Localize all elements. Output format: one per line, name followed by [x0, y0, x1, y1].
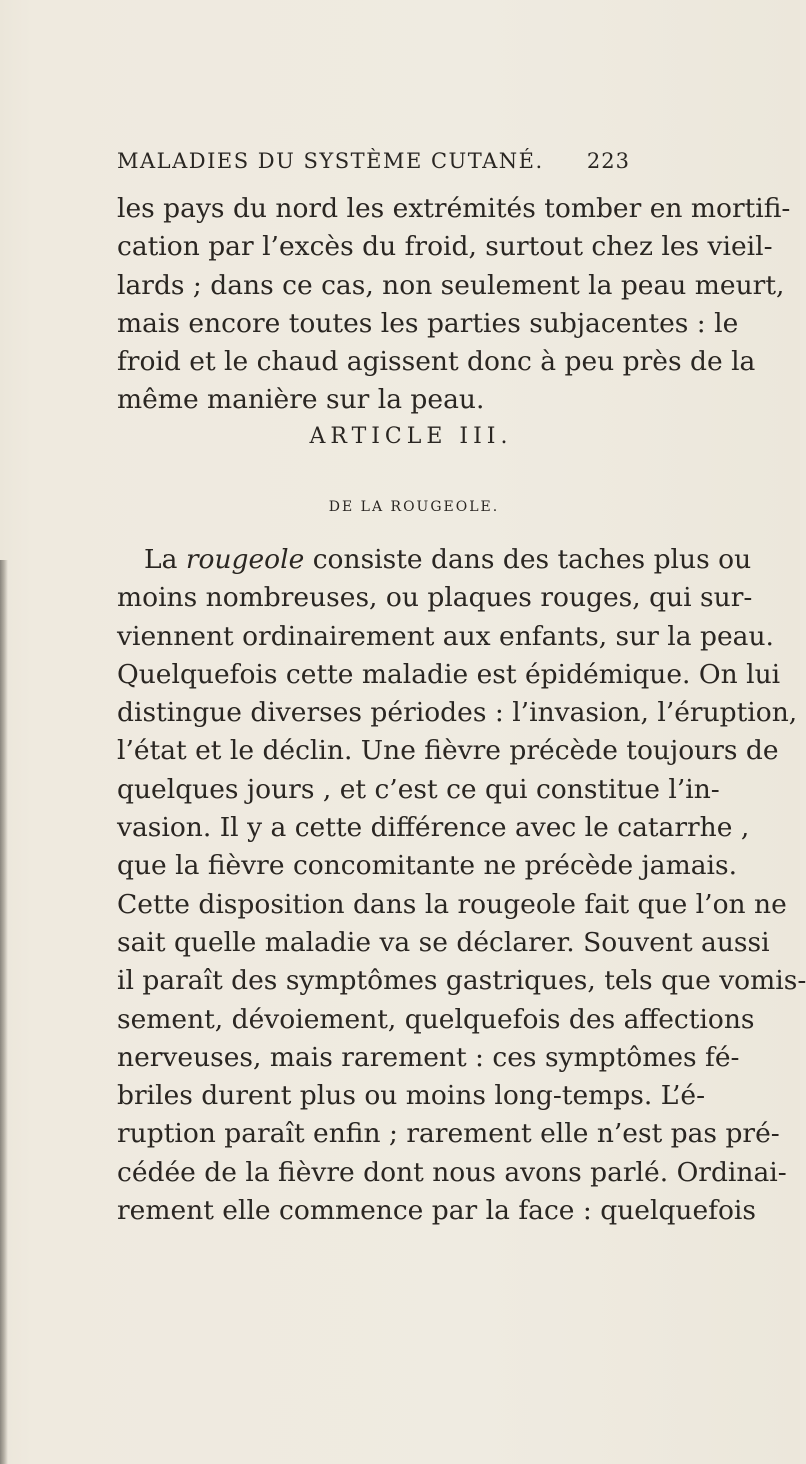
- text-line: Quelquefois cette maladie est épidémique. On lui: [117, 658, 781, 690]
- text-line: briles durent plus ou moins long-temps. L’é-: [117, 1080, 706, 1112]
- text-line: que la fièvre concomitante ne précède jamais.: [117, 850, 737, 882]
- text-line: les pays du nord les extrémités tomber en mortifi-: [117, 193, 791, 224]
- paragraph-rougeole: [117, 541, 806, 1230]
- text-line: moins nombreuses, ou plaques rouges, qui sur-: [117, 582, 753, 614]
- text-line: même manière sur la peau.: [117, 384, 485, 416]
- page-number: 223: [586, 149, 630, 173]
- text-line: rement elle commence par la face : quelquefois: [117, 1195, 756, 1227]
- text-line: nerveuses, mais rarement : ces symptômes fé-: [117, 1041, 740, 1073]
- text-line: viennent ordinairement aux enfants, sur la peau.: [117, 620, 774, 652]
- running-head-title: MALADIES DU SYSTÈME CUTANÉ.: [117, 149, 544, 173]
- text-line: il paraît des symptômes gastriques, tels que vomis-: [117, 965, 806, 997]
- line-rest: consiste dans des taches plus ou: [304, 544, 752, 575]
- text-line: Cette disposition dans la rougeole fait que l’on ne: [117, 888, 787, 920]
- text-line: vasion. Il y a cette différence avec le catarrhe ,: [117, 812, 750, 844]
- text-line: cation par l’excès du froid, surtout chez les vieil-: [117, 231, 773, 263]
- text-line: distingue diverses périodes : l’invasion, l’éruption,: [117, 697, 798, 729]
- paragraph-continued: [117, 190, 791, 420]
- line-lead: La: [144, 544, 186, 575]
- text-line: sement, dévoiement, quelquefois des affections: [117, 1003, 755, 1035]
- term-rougeole: rougeole: [185, 544, 305, 575]
- text-line-first: [117, 541, 752, 579]
- text-line: lards ; dans ce cas, non seulement la peau meurt,: [117, 269, 785, 301]
- text-line: l’état et le déclin. Une fièvre précède toujours de: [117, 735, 779, 767]
- text-line: ruption paraît enfin ; rarement elle n’est pas pré-: [117, 1118, 780, 1150]
- running-head: [117, 146, 630, 176]
- text-line: froid et le chaud agissent donc à peu près de la: [117, 346, 756, 378]
- text-line: cédée de la fièvre dont nous avons parlé. Ordinai-: [117, 1156, 787, 1188]
- text-line: mais encore toutes les parties subjacentes : le: [117, 307, 739, 339]
- section-heading: DE LA ROUGEOLE.: [328, 499, 500, 515]
- article-heading: ARTICLE III.: [309, 424, 513, 449]
- page-edge-shadow: [0, 560, 8, 1464]
- text-line: quelques jours , et c’est ce qui constitue l’in-: [117, 773, 720, 805]
- text-line: sait quelle maladie va se déclarer. Souvent aussi: [117, 926, 770, 958]
